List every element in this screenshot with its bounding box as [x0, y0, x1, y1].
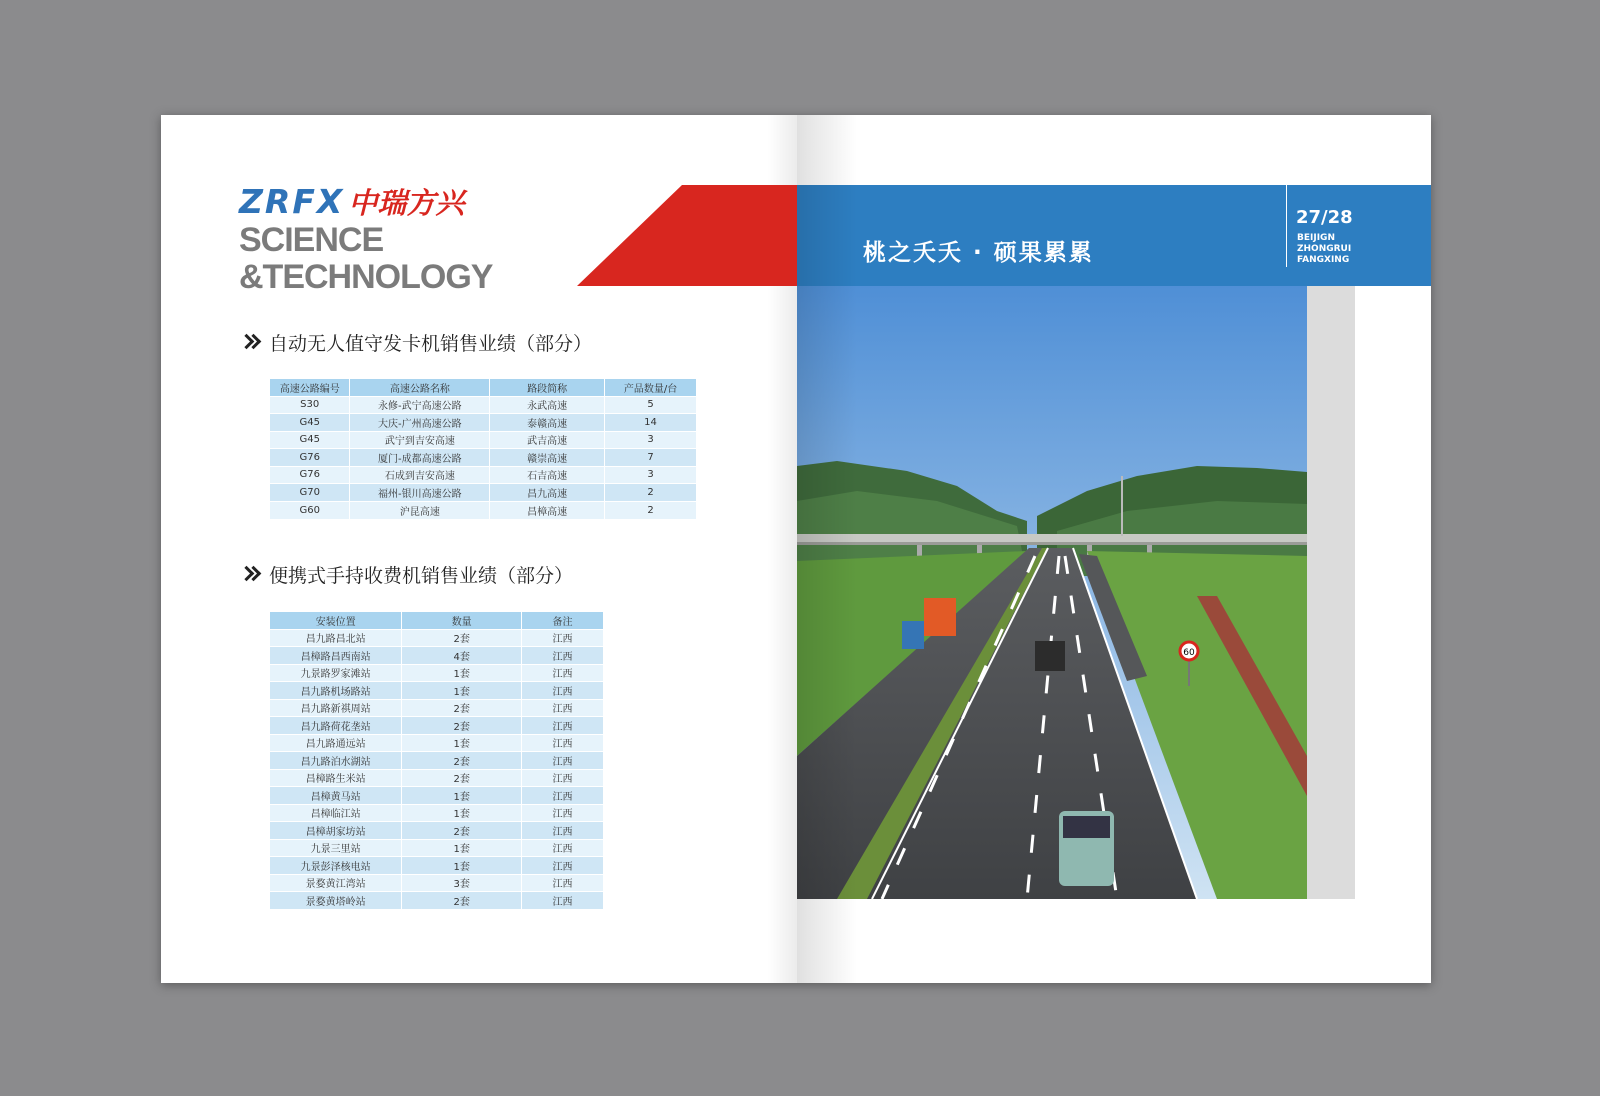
table-row [270, 769, 604, 787]
table-cell: 江西 [522, 682, 604, 700]
table-cell: 赣崇高速 [490, 449, 605, 467]
table-cell: 江西 [522, 734, 604, 752]
table-cell: 景婺黄江湾站 [270, 874, 402, 892]
table-cell: 江西 [522, 839, 604, 857]
logo-latin: ZRFX [239, 182, 345, 221]
brand-line: BEIJIGN [1297, 233, 1335, 243]
brochure-spread [161, 115, 1431, 983]
column-header: 高速公路编号 [270, 379, 350, 396]
section2-heading [241, 561, 573, 588]
table-row [270, 484, 697, 502]
table-cell: 昌樟黄马站 [270, 787, 402, 805]
table-row [270, 699, 604, 717]
photo-side-panel [1307, 286, 1355, 899]
table-row [270, 396, 697, 414]
red-header-band [577, 185, 797, 286]
brand-line: FANGXING [1297, 255, 1350, 265]
highway-illustration [797, 286, 1307, 899]
table-cell: G76 [270, 466, 350, 484]
table-cell: 石吉高速 [490, 466, 605, 484]
left-page [161, 115, 797, 983]
table-row [270, 857, 604, 875]
table-cell: 昌九路荷花垄站 [270, 717, 402, 735]
table-cell: 永修-武宁高速公路 [350, 396, 490, 414]
table-cell: 永武高速 [490, 396, 605, 414]
table-cell: 昌樟临江站 [270, 804, 402, 822]
table-row [270, 501, 697, 519]
table-cell: G70 [270, 484, 350, 502]
table-cell: 江西 [522, 769, 604, 787]
table-row [270, 682, 604, 700]
table-cell: 江西 [522, 857, 604, 875]
table-cell: 昌九路机场路站 [270, 682, 402, 700]
table-row [270, 664, 604, 682]
table-row [270, 414, 697, 432]
table-row [270, 734, 604, 752]
table-row [270, 787, 604, 805]
column-header: 路段简称 [490, 379, 605, 396]
table-cell: 昌樟胡家坊站 [270, 822, 402, 840]
table-cell: 2套 [402, 769, 522, 787]
table-cell: 3 [605, 466, 697, 484]
table-cell: 昌樟高速 [490, 501, 605, 519]
table-cell: 2套 [402, 717, 522, 735]
table-cell: G45 [270, 431, 350, 449]
table-cell: 江西 [522, 822, 604, 840]
table-cell: 4套 [402, 647, 522, 665]
brand-text-small [1297, 233, 1351, 266]
section1-heading-text: 自动无人值守发卡机销售业绩（部分） [269, 333, 593, 355]
page-title: 桃之夭夭 · 硕果累累 [863, 240, 1094, 266]
logo-chinese: 中瑞方兴 [348, 186, 465, 220]
blue-header-band [797, 185, 1431, 286]
table-cell: 九景三里站 [270, 839, 402, 857]
column-header: 安装位置 [270, 612, 402, 629]
table-cell: G60 [270, 501, 350, 519]
table-cell: 江西 [522, 717, 604, 735]
table-cell: 1套 [402, 682, 522, 700]
section2-heading-text: 便携式手持收费机销售业绩（部分） [269, 565, 574, 587]
highway-sales-table [270, 379, 697, 519]
table-cell: 2套 [402, 822, 522, 840]
table-cell: 江西 [522, 892, 604, 910]
table-cell: 九景彭泽核电站 [270, 857, 402, 875]
table-cell: 2套 [402, 629, 522, 647]
table-row [270, 647, 604, 665]
spine-shadow-right [797, 115, 857, 983]
table-cell: 江西 [522, 647, 604, 665]
table-row [270, 839, 604, 857]
table-row [270, 717, 604, 735]
company-logo [239, 181, 492, 296]
table-cell: 2套 [402, 752, 522, 770]
table-cell: 江西 [522, 874, 604, 892]
table-cell: 2 [605, 501, 697, 519]
table-cell: 泰赣高速 [490, 414, 605, 432]
table-cell: 江西 [522, 787, 604, 805]
table-cell: 昌樟路生米站 [270, 769, 402, 787]
speed-limit-value: 60 [1183, 648, 1195, 658]
table-cell: 福州-银川高速公路 [350, 484, 490, 502]
table-cell: S30 [270, 396, 350, 414]
table-cell: 1套 [402, 787, 522, 805]
table-cell: G76 [270, 449, 350, 467]
table-cell: 昌九路通远站 [270, 734, 402, 752]
table-row [270, 874, 604, 892]
table-cell: 昌九路新祺周站 [270, 699, 402, 717]
page-number: 27/28 [1296, 207, 1353, 228]
table-cell: 1套 [402, 839, 522, 857]
table-cell: 九景路罗家滩站 [270, 664, 402, 682]
table-cell: 2 [605, 484, 697, 502]
table-cell: 1套 [402, 734, 522, 752]
table-cell: 2套 [402, 699, 522, 717]
table-cell: 2套 [402, 892, 522, 910]
table-cell: 5 [605, 396, 697, 414]
table-cell: 江西 [522, 629, 604, 647]
column-header: 数量 [402, 612, 522, 629]
table-cell: 昌九路昌北站 [270, 629, 402, 647]
table-row [270, 804, 604, 822]
table-cell: 1套 [402, 857, 522, 875]
table-cell: 江西 [522, 664, 604, 682]
table-cell: 江西 [522, 699, 604, 717]
header-divider [1286, 185, 1287, 267]
table-cell: 沪昆高速 [350, 501, 490, 519]
handheld-sales-table [270, 612, 604, 909]
table-row [270, 629, 604, 647]
table-cell: 武宁到吉安高速 [350, 431, 490, 449]
table-cell: 厦门-成都高速公路 [350, 449, 490, 467]
table-row [270, 466, 697, 484]
column-header: 高速公路名称 [350, 379, 490, 396]
table-cell: 江西 [522, 752, 604, 770]
table-cell: 武吉高速 [490, 431, 605, 449]
table-row [270, 449, 697, 467]
table-row [270, 892, 604, 910]
double-chevron-right-icon [241, 332, 263, 354]
section1-heading [241, 329, 592, 356]
highway-photo [797, 286, 1307, 899]
table-cell: 1套 [402, 804, 522, 822]
table-cell: 昌樟路昌西南站 [270, 647, 402, 665]
table-cell: 3套 [402, 874, 522, 892]
right-page [797, 115, 1431, 983]
table-cell: 1套 [402, 664, 522, 682]
table-cell: 石成到吉安高速 [350, 466, 490, 484]
table-cell: 14 [605, 414, 697, 432]
logo-line-technology: &TECHNOLOGY [239, 258, 493, 296]
column-header: 备注 [522, 612, 604, 629]
table-row [270, 822, 604, 840]
table-cell: 大庆-广州高速公路 [350, 414, 490, 432]
table-cell: G45 [270, 414, 350, 432]
table-cell: 7 [605, 449, 697, 467]
table-row [270, 431, 697, 449]
double-chevron-right-icon [241, 564, 263, 586]
table-cell: 景婺黄塔岭站 [270, 892, 402, 910]
brand-line: ZHONGRUI [1297, 244, 1352, 254]
column-header: 产品数量/台 [605, 379, 697, 396]
table-cell: 昌九高速 [490, 484, 605, 502]
table-cell: 昌九路泊水湖站 [270, 752, 402, 770]
table-cell: 3 [605, 431, 697, 449]
logo-line-science: SCIENCE [239, 221, 384, 259]
table-cell: 江西 [522, 804, 604, 822]
table-row [270, 752, 604, 770]
